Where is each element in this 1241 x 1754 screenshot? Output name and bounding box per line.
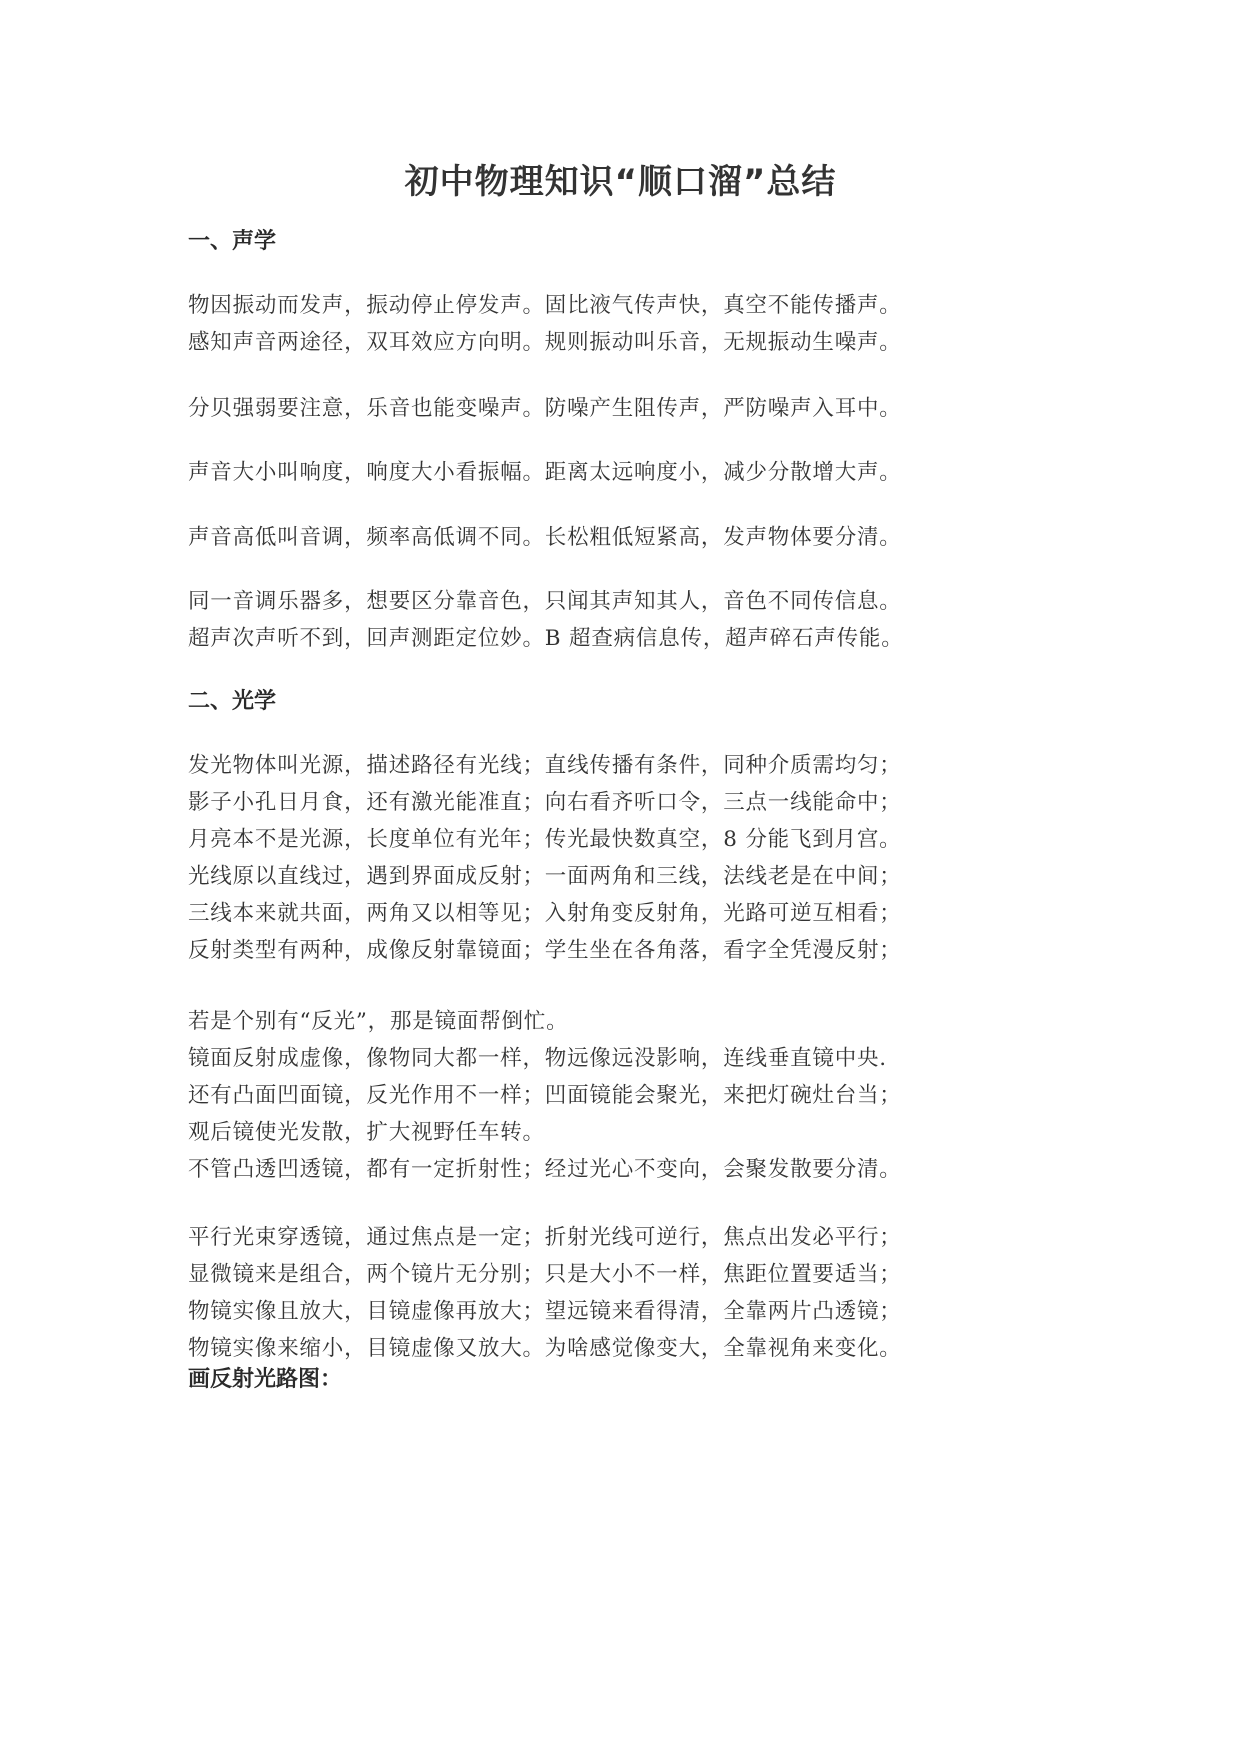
paragraph <box>188 583 1088 657</box>
text-line: 声音大小叫响度，响度大小看振幅。距离太远响度小，减少分散增大声。 <box>188 460 902 485</box>
section-heading-optics: 二、光学 <box>188 689 277 714</box>
document-title: 初中物理知识“顺口溜”总结 <box>404 162 837 202</box>
text-line: 光线原以直线过，遇到界面成反射；一面两角和三线，法线老是在中间； <box>188 864 902 889</box>
paragraph <box>188 1219 1088 1367</box>
text-line: 影子小孔日月食，还有激光能准直；向右看齐听口令，三点一线能命中； <box>188 790 902 815</box>
text-line: 不管凸透凹透镜，都有一定折射性；经过光心不变向，会聚发散要分清。 <box>188 1157 902 1182</box>
text-line: 超声次声听不到，回声测距定位妙。B 超查病信息传，超声碎石声传能。 <box>188 626 904 651</box>
text-line: 反射类型有两种，成像反射靠镜面；学生坐在各角落，看字全凭漫反射； <box>188 938 902 963</box>
text-line: 三线本来就共面，两角又以相等见；入射角变反射角，光路可逆互相看； <box>188 901 902 926</box>
text-line: 物因振动而发声，振动停止停发声。固比液气传声快，真空不能传播声。 <box>188 293 902 318</box>
text-line: 物镜实像来缩小，目镜虚像又放大。为啥感觉像变大，全靠视角来变化。 <box>188 1336 902 1361</box>
text-line: 镜面反射成虚像，像物同大都一样，物远像远没影响，连线垂直镜中央. <box>188 1046 887 1071</box>
paragraph <box>188 454 1088 491</box>
text-line: 声音高低叫音调，频率高低调不同。长松粗低短紧高，发声物体要分清。 <box>188 525 902 550</box>
text-line: 还有凸面凹面镜，反光作用不一样；凹面镜能会聚光，来把灯碗灶台当； <box>188 1083 902 1108</box>
text-line: 感知声音两途径，双耳效应方向明。规则振动叫乐音，无规振动生噪声。 <box>188 330 902 355</box>
text-line: 显微镜来是组合，两个镜片无分别；只是大小不一样，焦距位置要适当； <box>188 1262 902 1287</box>
paragraph <box>188 287 1088 361</box>
paragraph <box>188 519 1088 556</box>
text-line: 月亮本不是光源，长度单位有光年；传光最快数真空，8 分能飞到月宫。 <box>188 827 902 852</box>
paragraph <box>188 747 1088 969</box>
subheading-reflection-diagram: 画反射光路图： <box>188 1367 343 1392</box>
text-line: 分贝强弱要注意，乐音也能变噪声。防噪产生阻传声，严防噪声入耳中。 <box>188 396 902 421</box>
section-heading-acoustics: 一、声学 <box>188 229 277 254</box>
text-line: 同一音调乐器多，想要区分靠音色，只闻其声知其人，音色不同传信息。 <box>188 589 902 614</box>
text-line: 物镜实像且放大，目镜虚像再放大；望远镜来看得清，全靠两片凸透镜； <box>188 1299 902 1324</box>
text-line: 平行光束穿透镜，通过焦点是一定；折射光线可逆行，焦点出发必平行； <box>188 1225 902 1250</box>
text-line: 若是个别有“反光”，那是镜面帮倒忙。 <box>188 1009 569 1034</box>
text-line: 发光物体叫光源，描述路径有光线；直线传播有条件，同种介质需均匀； <box>188 753 902 778</box>
paragraph <box>188 1003 1088 1188</box>
text-line: 观后镜使光发散，扩大视野任车转。 <box>188 1120 545 1145</box>
paragraph <box>188 390 1088 427</box>
